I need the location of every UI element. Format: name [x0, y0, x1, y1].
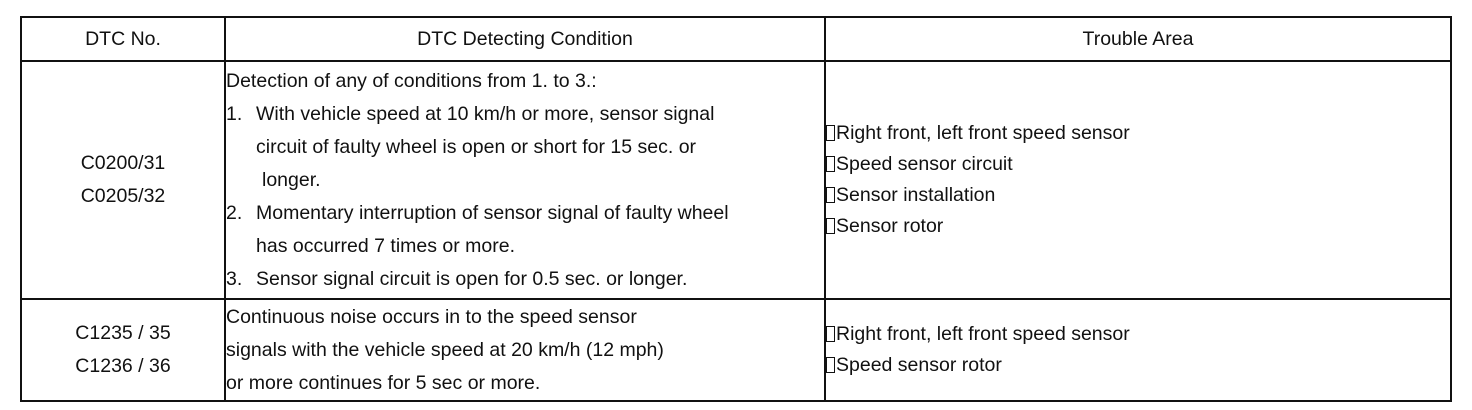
condition-item-3 — [226, 263, 824, 296]
condition-text: signals with the vehicle speed at 20 km/h (12 mph) — [226, 338, 664, 361]
detecting-condition-cell — [225, 299, 825, 401]
dtc-table — [20, 16, 1452, 402]
condition-number: 2. — [226, 201, 243, 224]
trouble-area-text: Sensor installation — [836, 184, 996, 206]
condition-number: 3. — [226, 267, 243, 290]
trouble-area-text: Speed sensor circuit — [836, 153, 1013, 175]
trouble-area-text: Right front, left front speed sensor — [836, 323, 1130, 345]
condition-text-continued: circuit of faulty wheel is open or short for 15 sec. or — [256, 135, 697, 158]
checkbox-glyph-icon — [826, 357, 835, 373]
trouble-area-text: Right front, left front speed sensor — [836, 122, 1130, 144]
trouble-area-item — [826, 118, 1450, 149]
header-trouble-area: Trouble Area — [825, 17, 1451, 61]
table-row — [21, 299, 1451, 401]
condition-item-2 — [226, 197, 824, 230]
trouble-area-item — [826, 211, 1450, 242]
condition-text-continued: has occurred 7 times or more. — [256, 234, 516, 257]
condition-text: or more continues for 5 sec or more. — [226, 371, 541, 394]
trouble-area-item — [826, 149, 1450, 180]
checkbox-glyph-icon — [826, 187, 835, 203]
checkbox-glyph-icon — [826, 218, 835, 234]
condition-text: With vehicle speed at 10 km/h or more, sensor signal — [256, 102, 715, 125]
condition-item-1 — [226, 98, 824, 131]
trouble-area-cell — [825, 61, 1451, 299]
trouble-area-item — [826, 350, 1450, 381]
condition-number: 1. — [226, 102, 243, 125]
condition-text: Sensor signal circuit is open for 0.5 sec. or longer. — [256, 267, 688, 290]
checkbox-glyph-icon — [826, 156, 835, 172]
table-header-row — [21, 17, 1451, 61]
trouble-area-item — [826, 180, 1450, 211]
dtc-code: C1236 / 36 — [75, 355, 171, 377]
header-detecting-condition: DTC Detecting Condition — [225, 17, 825, 61]
header-dtc-no: DTC No. — [21, 17, 225, 61]
dtc-code-cell — [21, 61, 225, 299]
checkbox-glyph-icon — [826, 125, 835, 141]
dtc-code: C0205/32 — [80, 185, 166, 207]
condition-intro: Detection of any of conditions from 1. to 3.: — [226, 69, 597, 92]
condition-text: Momentary interruption of sensor signal of faulty wheel — [256, 201, 729, 224]
detecting-condition-cell — [225, 61, 825, 299]
dtc-code: C0200/31 — [80, 152, 166, 174]
table-row — [21, 61, 1451, 299]
dtc-code-cell — [21, 299, 225, 401]
trouble-area-item — [826, 319, 1450, 350]
trouble-area-text: Sensor rotor — [836, 215, 944, 237]
condition-text-continued: longer. — [262, 168, 321, 191]
condition-text: Continuous noise occurs in to the speed sensor — [226, 305, 637, 328]
dtc-code: C1235 / 35 — [75, 322, 171, 344]
trouble-area-cell — [825, 299, 1451, 401]
checkbox-glyph-icon — [826, 326, 835, 342]
trouble-area-text: Speed sensor rotor — [836, 354, 1002, 376]
